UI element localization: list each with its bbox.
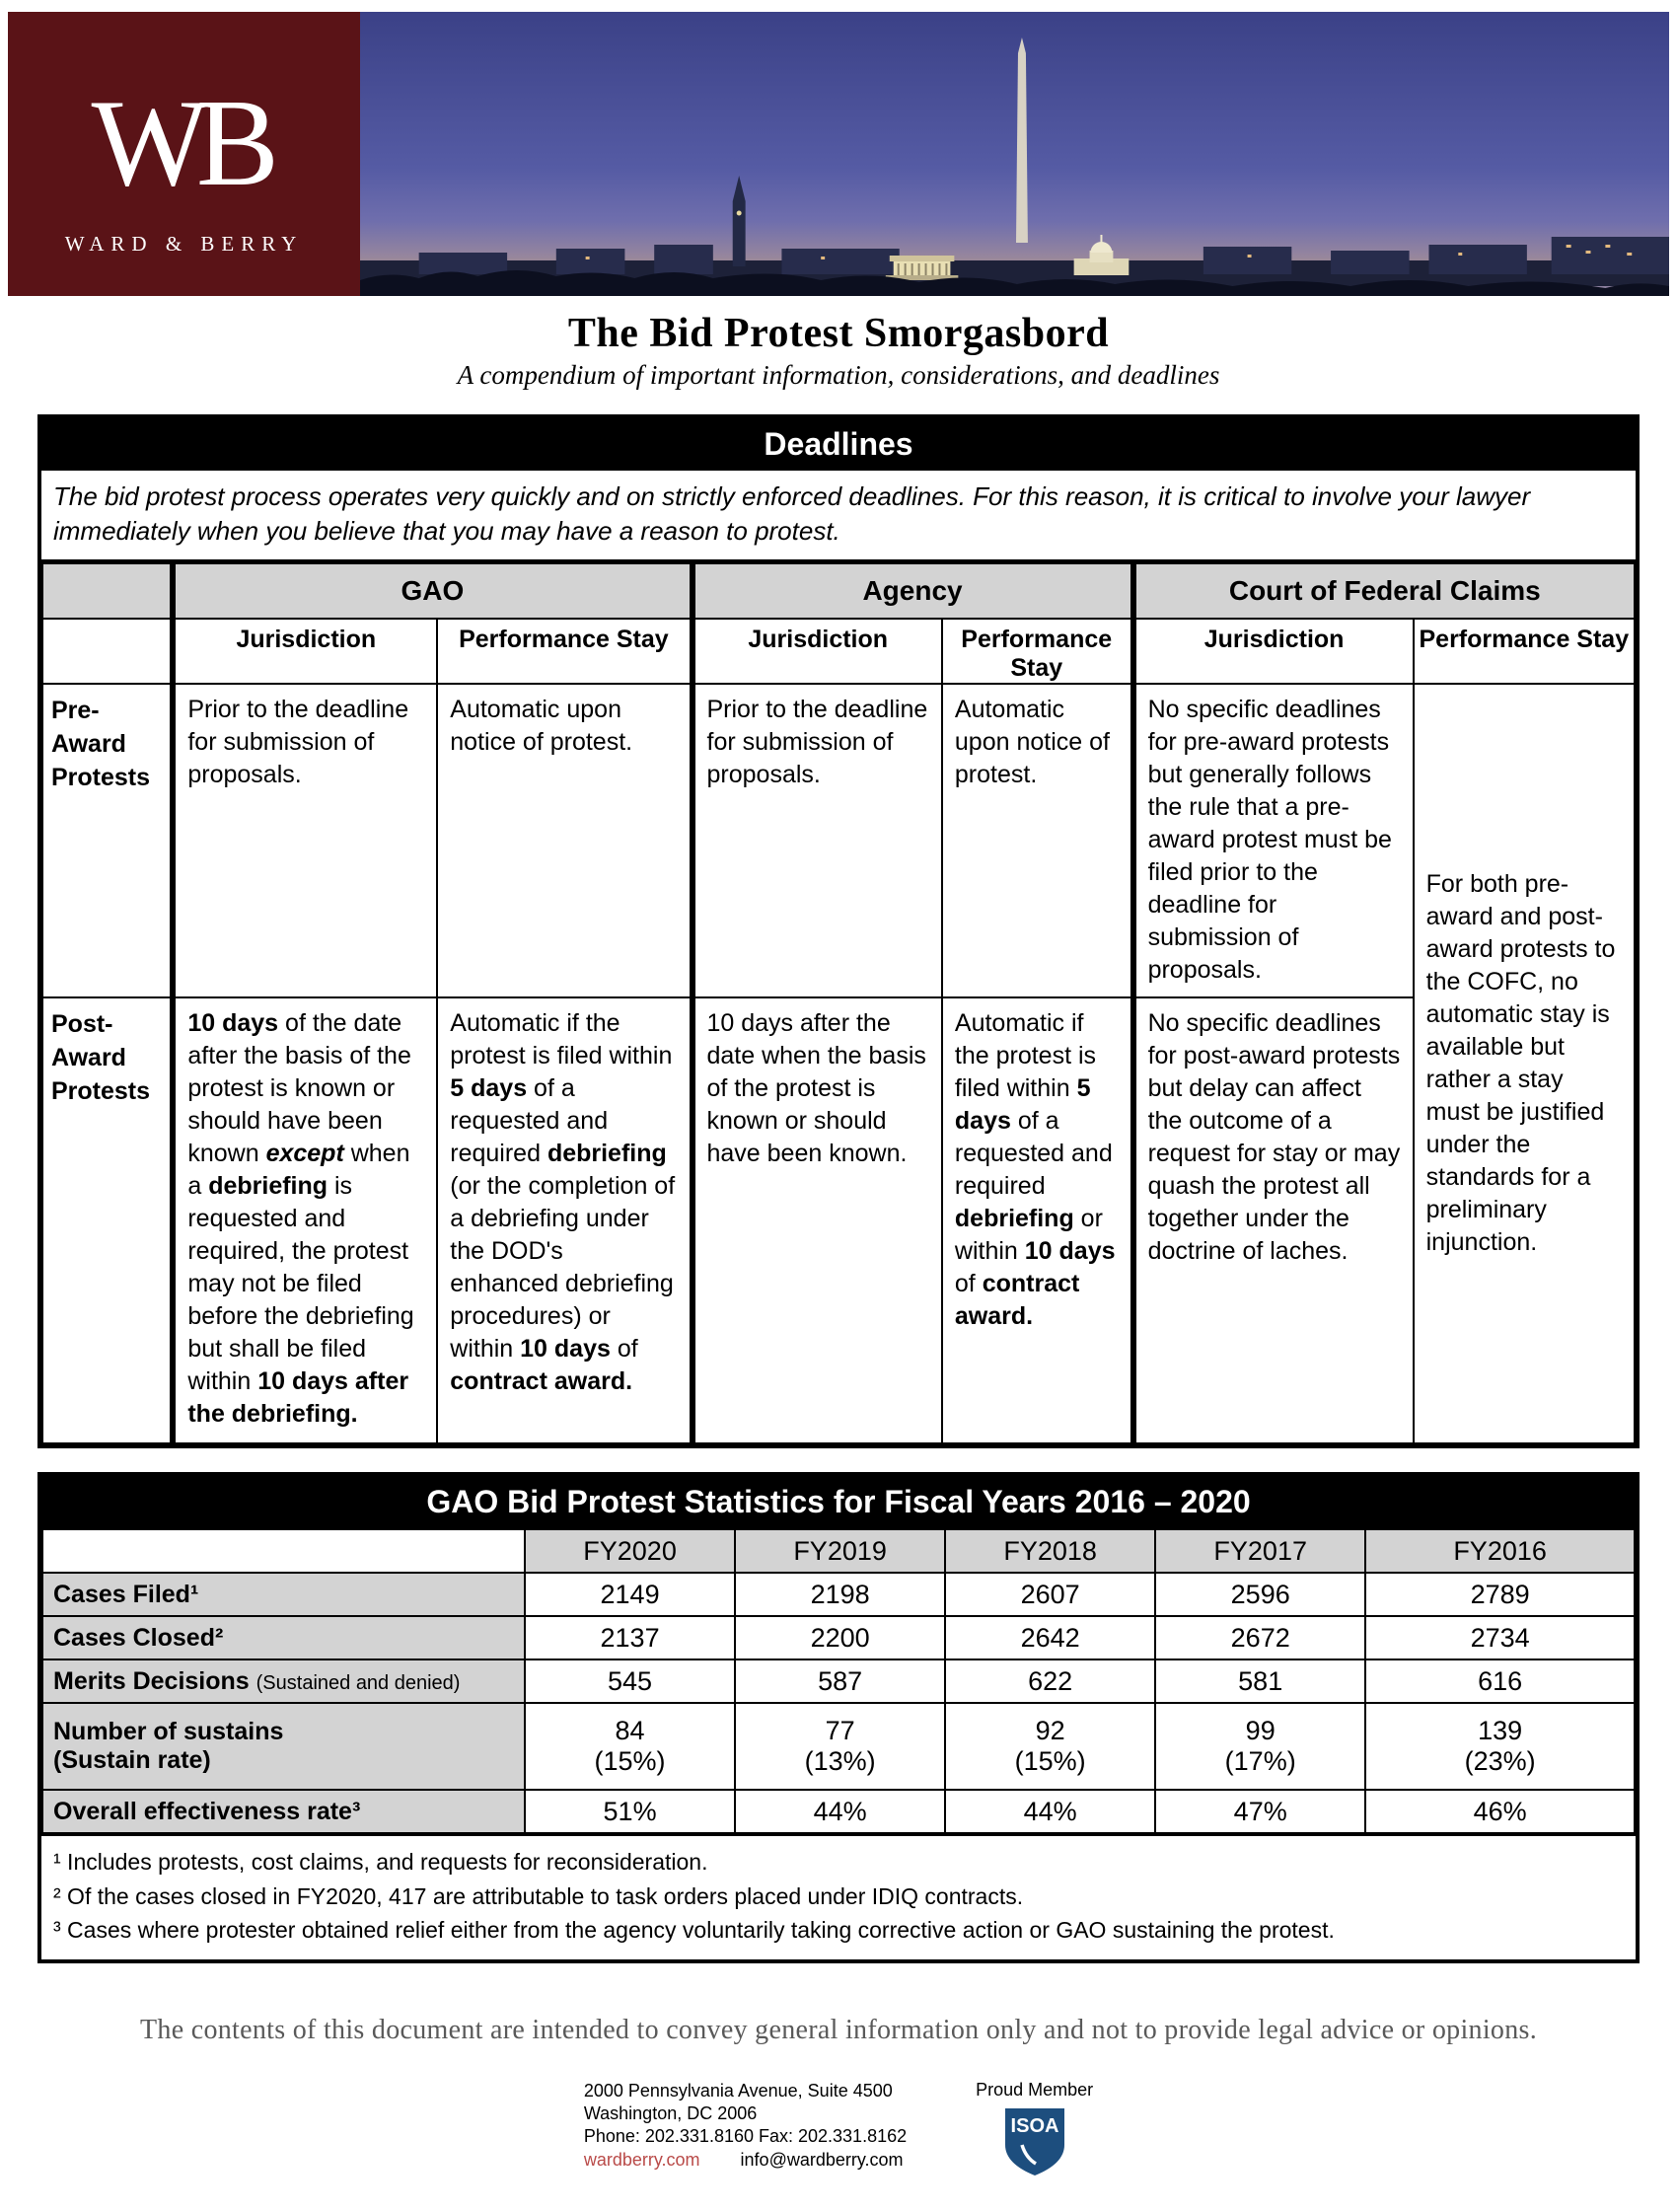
pre-award-gao-jurisdiction: Prior to the deadline for submission of proposals. (173, 684, 437, 997)
email-link[interactable]: info@wardberry.com (740, 2149, 904, 2170)
cases-closed-fy2016: 2734 (1365, 1616, 1635, 1659)
logo-monogram: WB (91, 74, 267, 212)
cofc-performance-stay-header: Performance Stay (1414, 619, 1635, 684)
sustain-rate: (15%) (594, 1746, 666, 1777)
lincoln-memorial (886, 256, 959, 280)
isoa-text: ISOA (1010, 2114, 1059, 2137)
effectiveness-fy2017: 47% (1155, 1790, 1365, 1833)
footnote-1: ¹ Includes protests, cost claims, and requests for reconsideration. (53, 1849, 708, 1876)
agency-performance-stay-header: Performance Stay (942, 619, 1133, 684)
col-fy2018: FY2018 (945, 1529, 1155, 1573)
sustains-count: 77 (825, 1716, 855, 1746)
cases-closed-fy2018: 2642 (945, 1616, 1155, 1659)
sustains-count: 99 (1245, 1716, 1276, 1746)
column-group-agency: Agency (693, 563, 1133, 619)
sustain-rate: (17%) (1224, 1746, 1296, 1777)
stats-header-row (42, 1529, 1635, 1573)
post-award-label: Post-Award Protests (42, 997, 173, 1443)
sustains-fy2017 (1155, 1703, 1365, 1790)
pre-award-cofc-jurisdiction: No specific deadlines for pre-award protests but generally follows the rule that a pre-award protest must be filed prior to the deadline for submission of proposals. (1133, 684, 1414, 997)
merits-label (42, 1659, 525, 1703)
sustains-label-line1: Number of sustains (53, 1718, 284, 1746)
ward-berry-logo (8, 12, 360, 296)
stats-row-cases-closed (42, 1616, 1635, 1659)
sustain-rate: (23%) (1464, 1746, 1536, 1777)
proud-member-block (976, 2080, 1093, 2178)
gao-performance-stay-header: Performance Stay (437, 619, 692, 684)
stats-row-sustains (42, 1703, 1635, 1790)
agency-jurisdiction-header: Jurisdiction (693, 619, 942, 684)
col-fy2020: FY2020 (525, 1529, 735, 1573)
pre-award-row (42, 684, 1635, 997)
phone-fax-line: Phone: 202.331.8160 Fax: 202.331.8162 (583, 2126, 908, 2147)
merits-fy2020: 545 (525, 1659, 735, 1703)
page-title: The Bid Protest Smorgasbord (567, 311, 1110, 356)
sustains-fy2018 (945, 1703, 1155, 1790)
masthead (8, 12, 1669, 296)
column-group-gao: GAO (173, 563, 692, 619)
corner-cell (42, 563, 173, 619)
col-fy2019: FY2019 (735, 1529, 945, 1573)
post-award-cofc-jurisdiction: No specific deadlines for post-award protests but delay can affect the outcome of a request for stay or may quash the protest all together under the doctrine of laches. (1133, 997, 1414, 1443)
post-award-gao-jurisdiction: 10 days of the date after the basis of the protest is known or should have been known except when a debriefing is requested and required, the protest may not be filed before the debriefing but shall be filed within 10 days after the debriefing. (173, 997, 437, 1443)
stats-row-cases-filed (42, 1573, 1635, 1616)
stats-table (41, 1528, 1636, 1834)
legal-disclaimer: The contents of this document are intended to convey general information only and not to provide legal advice or opinions. (140, 2014, 1537, 2045)
sustains-label (42, 1703, 525, 1790)
footer-contact-block (0, 2080, 1677, 2212)
post-award-gao-stay: Automatic if the protest is filed within 5 days of a requested and required debriefing (or the completion of a debriefing under the DOD's enhanced debriefing procedures) or within 10 days of contract award. (437, 997, 692, 1443)
isoa-logo (1002, 2105, 1067, 2178)
effectiveness-fy2019: 44% (735, 1790, 945, 1833)
cases-closed-fy2019: 2200 (735, 1616, 945, 1659)
effectiveness-label: Overall effectiveness rate³ (42, 1790, 525, 1833)
merits-fy2016: 616 (1365, 1659, 1635, 1703)
post-award-agency-jurisdiction: 10 days after the date when the basis of the protest is known or should have been known. (693, 997, 942, 1443)
cases-filed-fy2020: 2149 (525, 1573, 735, 1616)
merits-label-note: (Sustained and denied) (255, 1671, 461, 1694)
title-block (0, 310, 1677, 391)
gao-jurisdiction-header: Jurisdiction (173, 619, 437, 684)
subheader-blank-cell (42, 619, 173, 684)
deadlines-heading: Deadlines (41, 418, 1636, 471)
cases-filed-fy2019: 2198 (735, 1573, 945, 1616)
col-fy2016: FY2016 (1365, 1529, 1635, 1573)
sustain-rate: (15%) (1014, 1746, 1086, 1777)
pre-award-agency-stay: Automatic upon notice of protest. (942, 684, 1133, 997)
footnote-2: ² Of the cases closed in FY2020, 417 are attributable to task orders placed under IDIQ contracts. (53, 1882, 1024, 1909)
firm-address (584, 2080, 907, 2173)
sustains-count: 92 (1035, 1716, 1065, 1746)
website-link[interactable]: wardberry.com (583, 2149, 700, 2170)
deadlines-group-header-row (42, 563, 1635, 619)
cofc-jurisdiction-header: Jurisdiction (1133, 619, 1414, 684)
dc-skyline-photo (360, 12, 1669, 296)
effectiveness-fy2016: 46% (1365, 1790, 1635, 1833)
address-line-1: 2000 Pennsylvania Avenue, Suite 4500 (583, 2080, 893, 2101)
pre-award-label: Pre-Award Protests (42, 684, 173, 997)
pre-award-agency-jurisdiction: Prior to the deadline for submission of proposals. (693, 684, 942, 997)
deadlines-intro: The bid protest process operates very quickly and on strictly enforced deadlines. For this reason, it is critical to involve your lawyer immediately when you believe that you may have a reason to protest. (41, 471, 1636, 562)
sustains-count: 84 (615, 1716, 645, 1746)
cases-filed-fy2017: 2596 (1155, 1573, 1365, 1616)
post-award-agency-stay: Automatic if the protest is filed within 5 days of a requested and required debriefing or within 10 days of contract award. (942, 997, 1133, 1443)
sustain-rate: (13%) (804, 1746, 876, 1777)
deadlines-section (37, 414, 1640, 1448)
footnote-3: ³ Cases where protester obtained relief either from the agency voluntarily taking corrective action or GAO sustaining the protest. (53, 1917, 1335, 1944)
effectiveness-fy2018: 44% (945, 1790, 1155, 1833)
cases-filed-fy2016: 2789 (1365, 1573, 1635, 1616)
cofc-stay-merged-cell: For both pre-award and post-award protests to the COFC, no automatic stay is available but rather a stay must be justified under the standards for a preliminary injunction. (1414, 684, 1635, 1443)
sustains-fy2019 (735, 1703, 945, 1790)
cases-closed-fy2017: 2672 (1155, 1616, 1365, 1659)
col-fy2017: FY2017 (1155, 1529, 1365, 1573)
sustains-label-line2: (Sustain rate) (53, 1746, 211, 1775)
post-award-row (42, 997, 1635, 1443)
cases-filed-fy2018: 2607 (945, 1573, 1155, 1616)
sustains-count: 139 (1478, 1716, 1523, 1746)
merits-label-main: Merits Decisions (53, 1666, 250, 1695)
cases-filed-label: Cases Filed¹ (42, 1573, 525, 1616)
page-subtitle: A compendium of important information, considerations, and deadlines (457, 360, 1220, 390)
contact-links (584, 2149, 907, 2172)
sustains-fy2020 (525, 1703, 735, 1790)
cases-closed-fy2020: 2137 (525, 1616, 735, 1659)
stats-footnotes (41, 1834, 1636, 1959)
dc-skyline-illustration (360, 12, 1669, 296)
logo-firm-name: WARD & BERRY (64, 232, 304, 257)
merits-fy2019: 587 (735, 1659, 945, 1703)
cases-closed-label: Cases Closed² (42, 1616, 525, 1659)
sustains-fy2016 (1365, 1703, 1635, 1790)
column-group-cofc: Court of Federal Claims (1133, 563, 1635, 619)
stats-blank-cell (42, 1529, 525, 1573)
merits-fy2018: 622 (945, 1659, 1155, 1703)
proud-member-label: Proud Member (976, 2079, 1094, 2100)
stats-section (37, 1472, 1640, 1963)
stats-row-merits (42, 1659, 1635, 1703)
address-line-2: Washington, DC 2006 (583, 2103, 758, 2124)
deadlines-subheader-row (42, 619, 1635, 684)
stats-heading: GAO Bid Protest Statistics for Fiscal Years 2016 – 2020 (41, 1476, 1636, 1528)
deadlines-table (41, 562, 1636, 1444)
effectiveness-fy2020: 51% (525, 1790, 735, 1833)
stats-row-effectiveness (42, 1790, 1635, 1833)
pre-award-gao-stay: Automatic upon notice of protest. (437, 684, 692, 997)
merits-fy2017: 581 (1155, 1659, 1365, 1703)
